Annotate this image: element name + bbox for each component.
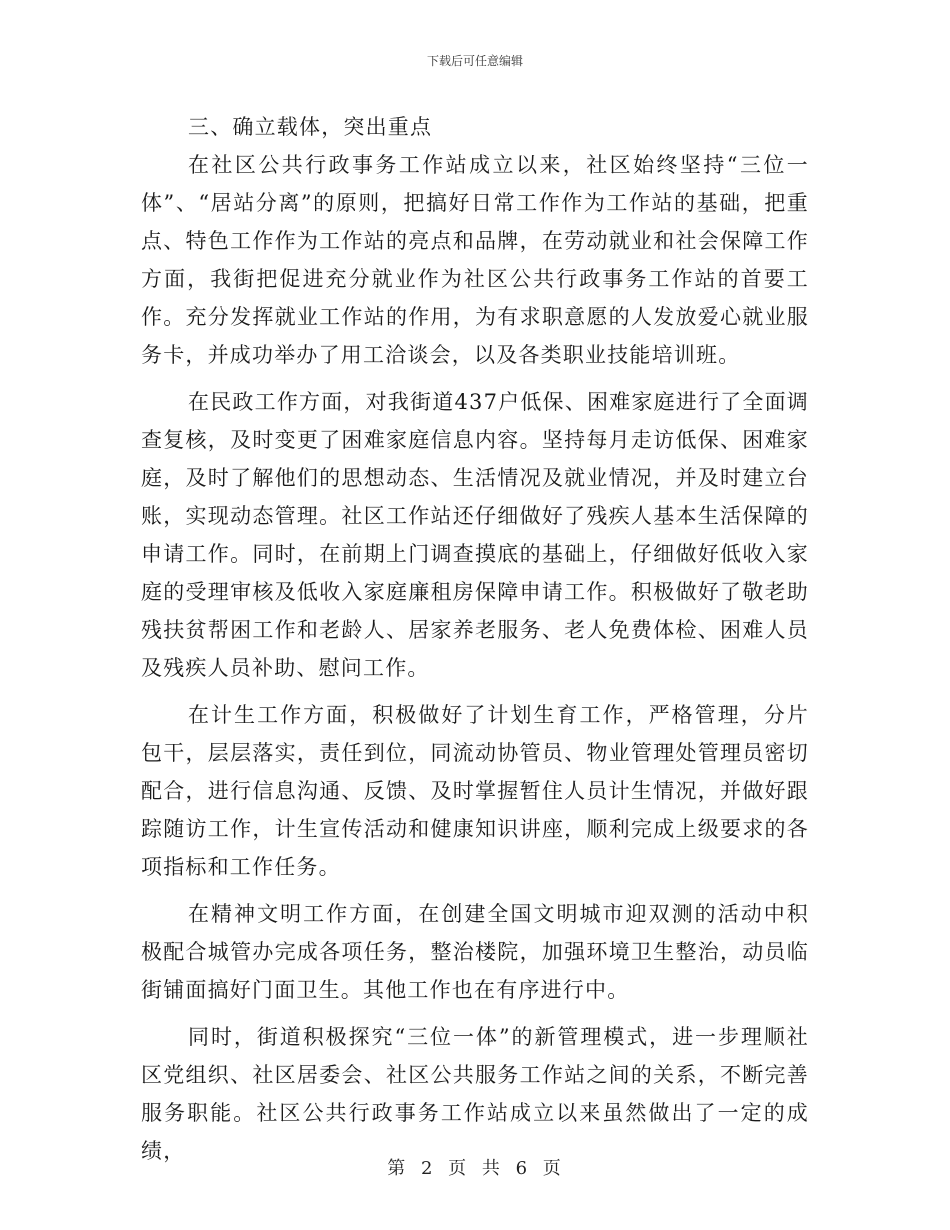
paragraph-employment: 在社区公共行政事务工作站成立以来，社区始终坚持“三位一体”、“居站分离”的原则，把搞好日常工作作为工作站的基础，把重点、特色工作作为工作站的亮点和品牌，在劳动就业和社会保障工作方面，我街把促进充分就业作为社区公共行政事务工作站的首要工作。充分发挥就业工作站的作用，为有求职意愿的人发放爱心就业服务卡，并成功举办了用工洽谈会，以及各类职业技能培训班。 [141,153,809,367]
footer-prefix: 第 [387,1158,408,1179]
paragraph-civil-affairs: 在民政工作方面，对我街道437户低保、困难家庭进行了全面调查复核，及时变更了困难家庭信息内容。坚持每月走访低保、困难家庭，及时了解他们的思想动态、生活情况及就业情况，并及时建立台账，实现动态管理。社区工作站还仔细做好了残疾人基本生活保障的申请工作。同时，在前期上门调查摸底的基础上，仔细做好低收入家庭的受理审核及低收入家庭廉租房保障申请工作。积极做好了敬老助残扶贫帮困工作和老龄人、居家养老服务、老人免费体检、困难人员及残疾人员补助、慰问工作。 [141,390,809,680]
current-page-number: 2 [420,1158,435,1179]
section-heading: 三、确立载体，突出重点 [188,115,433,139]
document-body [141,108,809,1179]
paragraph-management-model: 同时，街道积极探究“三位一体”的新管理模式，进一步理顺社区党组织、社区居委会、社区公共服务工作站之间的关系，不断完善服务职能。社区公共行政事务工作站成立以来虽然做出了一定的成绩， [141,1025,809,1163]
header-note: 下载后可任意编辑 [426,54,523,68]
footer-total-prefix: 共 [481,1158,502,1179]
page-footer [0,1154,950,1180]
footer-suffix: 页 [542,1158,563,1179]
footer-page-word: 页 [448,1158,469,1179]
total-pages-number: 6 [515,1158,530,1179]
paragraph-civilization: 在精神文明工作方面，在创建全国文明城市迎双测的活动中积极配合城管办完成各项任务，整治楼院，加强环境卫生整治，动员临街铺面搞好门面卫生。其他工作也在有序进行中。 [141,902,809,1002]
paragraph-family-planning: 在计生工作方面，积极做好了计划生育工作，严格管理，分片包干，层层落实，责任到位，同流动协管员、物业管理处管理员密切配合，进行信息沟通、反馈、及时掌握暂住人员计生情况，并做好跟踪随访工作，计生宣传活动和健康知识讲座，顺利完成上级要求的各项指标和工作任务。 [141,703,809,879]
